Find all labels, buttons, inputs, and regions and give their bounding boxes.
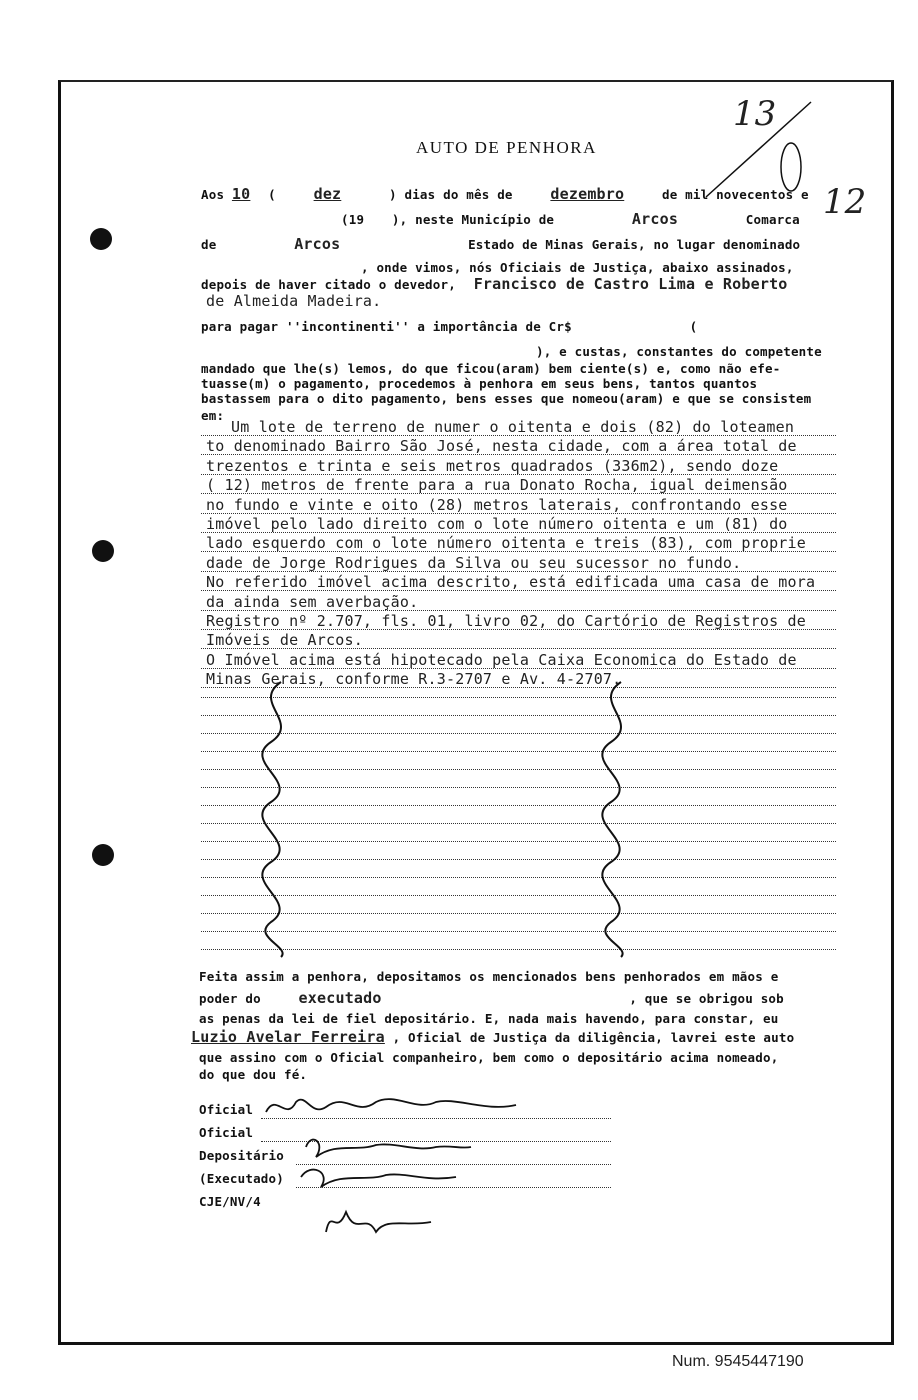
ruled-line <box>201 571 836 572</box>
closing-line-5: que assino com o Oficial companheiro, bem como o depositário acima nomeado, <box>199 1050 779 1065</box>
handwritten-signatures <box>256 1087 556 1247</box>
estado-label: Estado de Minas Gerais, no lugar denominado <box>468 237 801 252</box>
description-line: O Imóvel acima está hipotecado pela Caixa Economica do Estado de <box>206 650 797 669</box>
pagar-label: para pagar ''incontinenti'' a importância de Cr$ <box>201 319 572 334</box>
intro-line-6: para pagar ''incontinenti'' a importância de Cr$ ( <box>201 319 698 334</box>
description-line: trezentos e trinta e seis metros quadrados (336m2), sendo doze <box>206 456 779 475</box>
mandado-line-3: bastassem para o dito pagamento, bens esses que nomeou(aram) e que se consistem <box>201 391 812 406</box>
description-line: Registro nº 2.707, fls. 01, livro 02, do Cartório de Registros de <box>206 612 806 630</box>
devedor-name-2: de Almeida Madeira. <box>206 292 382 310</box>
poder-value: executado <box>298 989 382 1007</box>
comarca-label: Comarca <box>745 212 800 227</box>
ruled-line <box>201 648 836 649</box>
day-value: 10 <box>231 185 251 203</box>
intro-line-4: , onde vimos, nós Oficiais de Justiça, abaixo assinados, <box>361 260 794 275</box>
ruled-line <box>201 590 836 591</box>
signature-depositario-label: Depositário <box>199 1148 284 1163</box>
ruled-line <box>201 513 836 514</box>
footer-number: Num. 9545447190 <box>672 1353 804 1370</box>
year-label: de mil novecentos e <box>661 187 809 202</box>
day-words: dez <box>313 185 342 203</box>
oficial-name: Luzio Avelar Ferreira <box>191 1028 385 1046</box>
intro-line-1: Aos 10 ( dez ) dias do mês de dezembro de mil novecentos e <box>201 185 809 203</box>
municipio-label: ), neste Município de <box>391 212 555 227</box>
em-label: em: <box>201 408 225 423</box>
month-value: dezembro <box>550 185 625 203</box>
binder-hole <box>90 228 112 250</box>
binder-hole <box>92 844 114 866</box>
ruled-line <box>201 435 836 436</box>
document-title: AUTO DE PENHORA <box>416 138 597 157</box>
poder-label: poder do <box>199 991 261 1006</box>
obrigou-label: , que se obrigou sob <box>629 991 784 1006</box>
document-sheet <box>58 80 894 1345</box>
description-line: Imóveis de Arcos. <box>206 631 363 650</box>
year-paren: (19 <box>341 212 365 227</box>
comarca-value: Arcos <box>294 235 341 253</box>
intro-line-7: ), e custas, constantes do competente <box>536 344 822 359</box>
intro-line-3 <box>201 235 800 253</box>
ruled-line <box>201 551 836 552</box>
ruled-line <box>201 532 836 533</box>
signature-executado-label: (Executado) <box>199 1171 284 1186</box>
page-number-annotation-b: 12 <box>823 182 867 222</box>
mandado-line-1: mandado que lhe(s) lemos, do que ficou(aram) bem ciente(s) e, como não efe- <box>201 361 781 376</box>
devedor-name-1: Francisco de Castro Lima e Roberto <box>473 275 788 293</box>
description-line: to denominado Bairro São José, nesta cidade, com a área total de <box>206 437 797 456</box>
ruled-line <box>201 610 836 611</box>
description-line: Um lote de terreno de numer o oitenta e dois (82) do loteamen <box>231 418 795 436</box>
page-number-annotation-a: 13 <box>733 94 777 134</box>
closing-line-2 <box>199 989 784 1007</box>
dias-label: ) dias do mês de <box>389 187 513 202</box>
municipio-value: Arcos <box>631 210 679 228</box>
oficial-label: , Oficial de Justiça da diligência, lavrei este auto <box>392 1030 795 1045</box>
signature-oficial-2-label: Oficial <box>199 1125 254 1140</box>
closing-line-4 <box>191 1028 794 1046</box>
ruled-line <box>201 474 836 475</box>
description-line: imóvel pelo lado direito com o lote número oitenta e um (81) do <box>206 515 788 533</box>
closing-line-3: as penas da lei de fiel depositário. E, nada mais havendo, para constar, eu <box>199 1011 779 1026</box>
description-line: dade de Jorge Rodrigues da Silva ou seu sucessor no fundo. <box>206 553 742 572</box>
description-line: Minas Gerais, conforme R.3-2707 e Av. 4-2707. <box>206 670 622 689</box>
mandado-line-2: tuasse(m) o pagamento, procedemos à penhora em seus bens, tantos quantos <box>201 376 758 391</box>
aos-label: Aos <box>201 187 225 202</box>
ruled-line <box>201 493 836 494</box>
description-line: da ainda sem averbação. <box>206 592 419 611</box>
de-label: de <box>201 237 217 252</box>
closing-line-1: Feita assim a penhora, depositamos os mencionados bens penhorados em mãos e <box>199 969 779 984</box>
description-line: ( 12) metros de frente para a rua Donato Rocha, igual deimensão <box>206 476 788 495</box>
cancel-squiggles <box>211 672 651 962</box>
intro-line-5 <box>201 275 788 293</box>
description-line: lado esquerdo com o lote número oitenta e treis (83), com proprie <box>206 534 806 553</box>
ruled-line <box>201 668 836 669</box>
signature-oficial-1-label: Oficial <box>199 1102 254 1117</box>
description-line: No referido imóvel acima descrito, está edificada uma casa de mora <box>206 573 816 592</box>
form-code: CJE/NV/4 <box>199 1194 261 1209</box>
closing-line-6: do que dou fé. <box>199 1067 308 1082</box>
binder-hole <box>92 540 114 562</box>
description-line: no fundo e vinte e oito (28) metros laterais, confrontando esse <box>206 495 788 514</box>
devedor-label: depois de haver citado o devedor, <box>201 277 456 292</box>
ruled-line <box>201 629 836 630</box>
ruled-line <box>201 454 836 455</box>
annotation-strike <box>701 97 821 217</box>
